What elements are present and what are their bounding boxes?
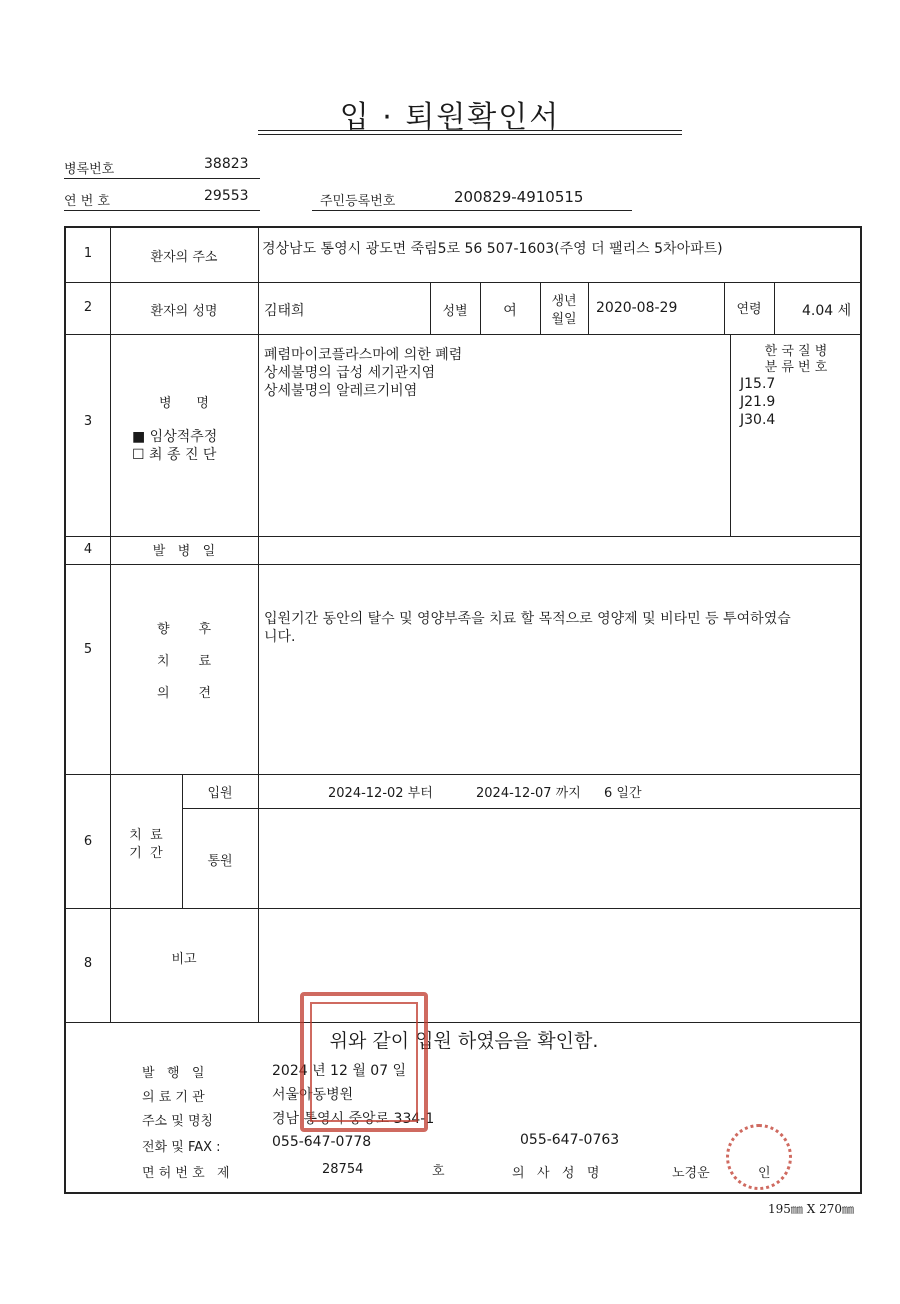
row-2-number: 2	[83, 300, 93, 315]
chart-no-value: 38823	[204, 156, 249, 172]
institution-label: 의 료 기 관	[142, 1090, 205, 1105]
diagnosis-label: 병 명	[159, 396, 209, 411]
treatment-period-label-1: 치 료	[129, 828, 163, 843]
row-3-number: 3	[83, 414, 93, 429]
license-number: 28754	[322, 1162, 364, 1177]
treatment-period-label-2: 기 간	[129, 846, 163, 861]
admission-from: 2024-12-02 부터	[328, 786, 433, 801]
paper-size: 195㎜ X 270㎜	[768, 1202, 854, 1216]
admission-label: 입원	[207, 786, 233, 801]
row-4-number: 4	[83, 542, 93, 557]
admission-to: 2024-12-07 까지	[476, 786, 581, 801]
issue-date-label: 발 행 일	[142, 1066, 205, 1081]
onset-label: 발 병 일	[152, 544, 216, 559]
diagnosis-1: 폐렴마이코플라스마에 의한 폐렴	[264, 347, 463, 363]
diagnosis-2: 상세불명의 급성 세기관지염	[264, 365, 436, 381]
row-6-number: 6	[83, 834, 93, 849]
fax: 055-647-0763	[520, 1132, 620, 1148]
age-value: 4.04 세	[802, 303, 852, 319]
address-value: 경상남도 통영시 광도면 죽림5로 56 507-1603(주영 더 팰리스 5차아파트)	[262, 241, 723, 257]
serial-field	[64, 190, 260, 211]
rrn-field	[312, 188, 632, 211]
license-label: 면 허 번 호 제	[142, 1166, 230, 1181]
remarks-label: 비고	[171, 952, 197, 967]
dob-label-1: 생년	[551, 294, 577, 309]
treatment-opinion-line-2: 니다.	[264, 629, 296, 645]
sex-value: 여	[503, 303, 517, 319]
kcd-code-3: J30.4	[740, 412, 776, 428]
treatment-opinion-line-1: 입원기간 동안의 탈수 및 영양부족을 치료 할 목적으로 영양제 및 비타민 등 투여하였습	[264, 611, 791, 627]
kcd-label-1: 한 국 질 병	[764, 344, 828, 359]
certificate-table	[64, 226, 862, 1194]
row-8-number: 8	[83, 956, 93, 971]
institution-name: 서울아동병원	[272, 1087, 354, 1103]
dob-value: 2020-08-29	[596, 300, 678, 316]
license-suffix: 호	[432, 1164, 445, 1179]
kcd-code-1: J15.7	[740, 376, 776, 392]
address-name-label: 주소 및 명칭	[142, 1114, 214, 1129]
document-title: 입 · 퇴원확인서	[339, 100, 561, 135]
confirmation-statement: 위와 같이 입원 하였음을 확인함.	[329, 1030, 599, 1052]
doctor-seal-label: 인	[758, 1166, 771, 1181]
sex-label: 성별	[442, 304, 468, 319]
clinical-estimate-checkbox: ■ 임상적추정	[132, 429, 218, 445]
issue-date: 2024 년 12 월 07 일	[272, 1063, 407, 1079]
prognosis-label-3: 의 견	[156, 686, 212, 701]
age-label: 연령	[736, 302, 762, 317]
institution-address: 경남 통영시 중앙로 334-1	[272, 1111, 435, 1127]
final-diagnosis-checkbox: ☐ 최 종 진 단	[132, 447, 217, 463]
kcd-code-2: J21.9	[740, 394, 776, 410]
prognosis-label-2: 치 료	[156, 654, 212, 669]
chart-no-field	[64, 158, 260, 179]
title-underline	[258, 130, 682, 135]
doctor-seal	[726, 1124, 792, 1190]
tel-fax-label: 전화 및 FAX :	[142, 1140, 221, 1155]
telephone: 055-647-0778	[272, 1134, 372, 1150]
diagnosis-3: 상세불명의 알레르기비염	[264, 383, 418, 399]
outpatient-label: 통원	[207, 854, 233, 869]
serial-label: 연 번 호	[64, 194, 110, 209]
chart-no-label: 병록번호	[64, 162, 115, 177]
patient-name: 김태희	[264, 303, 305, 319]
address-label: 환자의 주소	[150, 250, 218, 265]
doctor-name: 노경운	[672, 1166, 710, 1181]
rrn-value: 200829-4910515	[454, 188, 584, 206]
kcd-label-2: 분 류 번 호	[764, 360, 828, 375]
admission-days: 6 일간	[604, 786, 642, 801]
rrn-label: 주민등록번호	[320, 194, 396, 209]
hospital-stamp	[300, 992, 428, 1132]
row-1-number: 1	[83, 246, 93, 261]
dob-label-2: 월일	[551, 312, 577, 327]
serial-value: 29553	[204, 188, 249, 204]
prognosis-label-1: 향 후	[156, 622, 212, 637]
name-label: 환자의 성명	[150, 304, 218, 319]
doctor-name-label: 의 사 성 명	[512, 1166, 600, 1181]
row-5-number: 5	[83, 642, 93, 657]
